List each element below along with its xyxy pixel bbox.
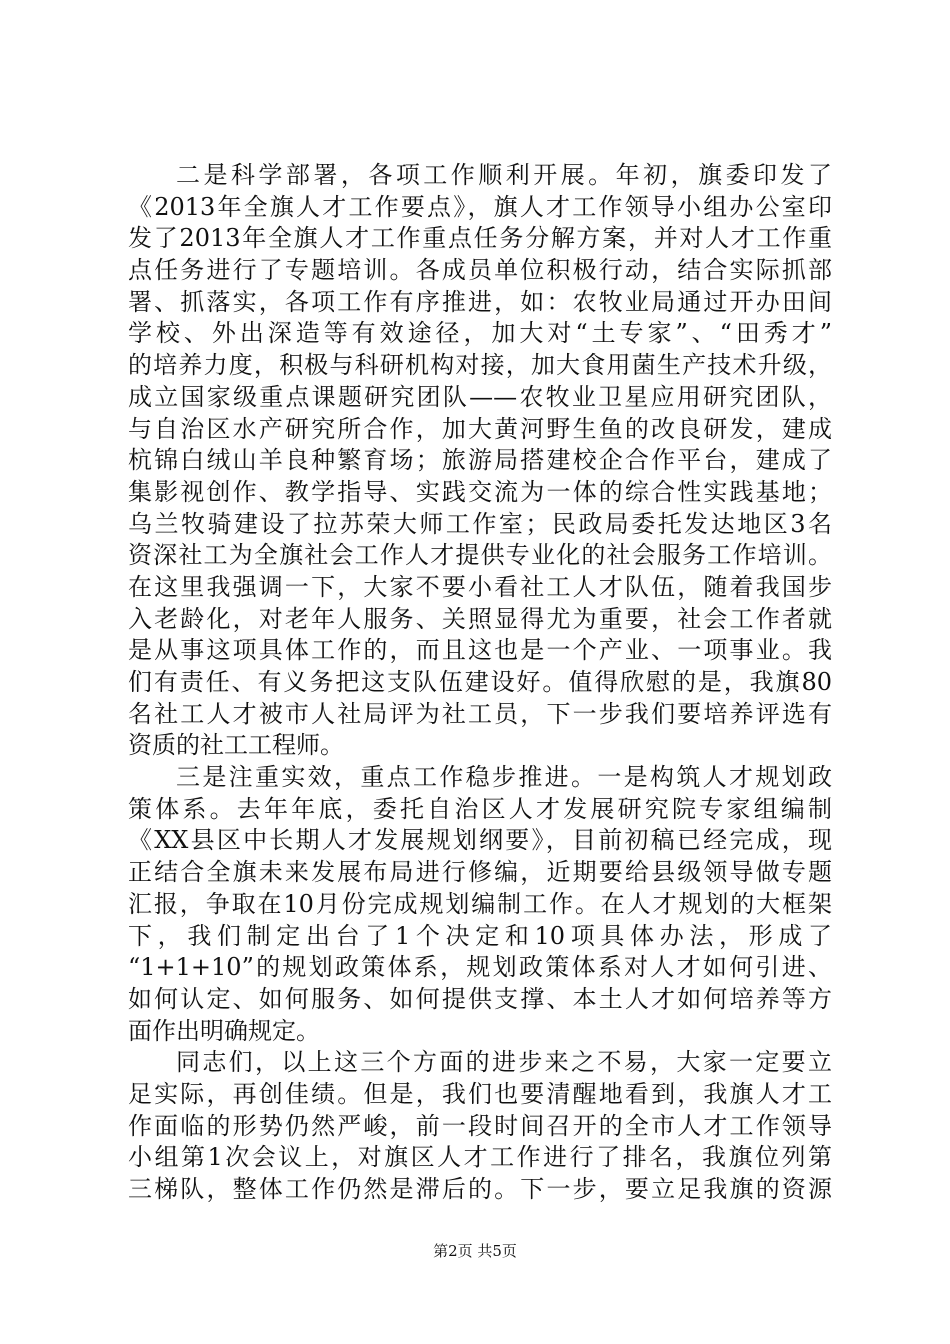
text-line: 作面临的形势仍然严峻，前一段时间召开的全市人才工作领导 [128,1111,832,1140]
text-line: 资深社工为全旗社会工作人才提供专业化的社会服务工作培训。 [128,541,832,570]
text-line: 名社工人才被市人社局评为社工员，下一步我们要培养评选有 [128,699,832,728]
text-line: 二是科学部署，各项工作顺利开展。年初，旗委印发了 [176,161,832,189]
paragraph-1 [128,160,832,762]
text-line: 面作出明确规定。 [128,1016,320,1045]
text-line: 三梯队，整体工作仍然是滞后的。下一步，要立足我旗的资源 [128,1175,832,1203]
text-line: 署、抓落实，各项工作有序推进，如：农牧业局通过开办田间 [128,287,832,316]
text-line: 《XX县区中长期人才发展规划纲要》，目前初稿已经完成，现 [128,826,832,855]
text-line: 同志们，以上这三个方面的进步来之不易，大家一定要立 [176,1048,832,1077]
text-line: 如何认定、如何服务、如何提供支撑、本土人才如何培养等方 [128,984,832,1013]
text-line: 是从事这项具体工作的，而且这也是一个产业、一项事业。我 [128,636,832,665]
text-line: 的培养力度，积极与科研机构对接，加大食用菌生产技术升级， [128,351,832,380]
text-line: 杭锦白绒山羊良种繁育场；旅游局搭建校企合作平台，建成了 [128,446,832,475]
text-line: 成立国家级重点课题研究团队——农牧业卫星应用研究团队， [128,382,832,411]
text-line: 发了2013年全旗人才工作重点任务分解方案，并对人才工作重 [128,224,832,253]
page-number-label: 第2页 共5页 [433,1242,517,1260]
text-line: 策体系。去年年底，委托自治区人才发展研究院专家组编制 [128,794,832,823]
text-line: 正结合全旗未来发展布局进行修编，近期要给县级领导做专题 [128,858,832,887]
text-line: 小组第1次会议上，对旗区人才工作进行了排名，我旗位列第 [128,1143,832,1172]
document-body [128,160,832,1206]
page-footer [0,1241,950,1261]
text-line: 乌兰牧骑建设了拉苏荣大师工作室；民政局委托发达地区3名 [128,509,832,538]
text-line: 下，我们制定出台了1个决定和10项具体办法，形成了 [128,921,832,950]
text-line: 足实际，再创佳绩。但是，我们也要清醒地看到，我旗人才工 [128,1079,832,1108]
text-line: 们有责任、有义务把这支队伍建设好。值得欣慰的是，我旗80 [128,668,832,696]
text-line: 与自治区水产研究所合作，加大黄河野生鱼的改良研发，建成 [128,414,832,443]
text-line: 入老龄化，对老年人服务、关照显得尤为重要，社会工作者就 [128,604,832,633]
text-line: 汇报，争取在10月份完成规划编制工作。在人才规划的大框架 [128,889,832,918]
text-line: 资质的社工工程师。 [128,731,344,760]
text-line: 学校、外出深造等有效途径，加大对“土专家”、“田秀才” [128,319,832,348]
paragraph-3 [128,1047,832,1205]
text-line: 三是注重实效，重点工作稳步推进。一是构筑人才规划政 [176,763,832,792]
text-line: “1+1+10”的规划政策体系，规划政策体系对人才如何引进、 [128,953,832,982]
paragraph-2 [128,762,832,1047]
text-line: 点任务进行了专题培训。各成员单位积极行动，结合实际抓部 [128,256,832,285]
text-line: 《2013年全旗人才工作要点》，旗人才工作领导小组办公室印 [128,192,832,221]
text-line: 集影视创作、教学指导、实践交流为一体的综合性实践基地； [128,477,832,506]
text-line: 在这里我强调一下，大家不要小看社工人才队伍，随着我国步 [128,572,832,601]
